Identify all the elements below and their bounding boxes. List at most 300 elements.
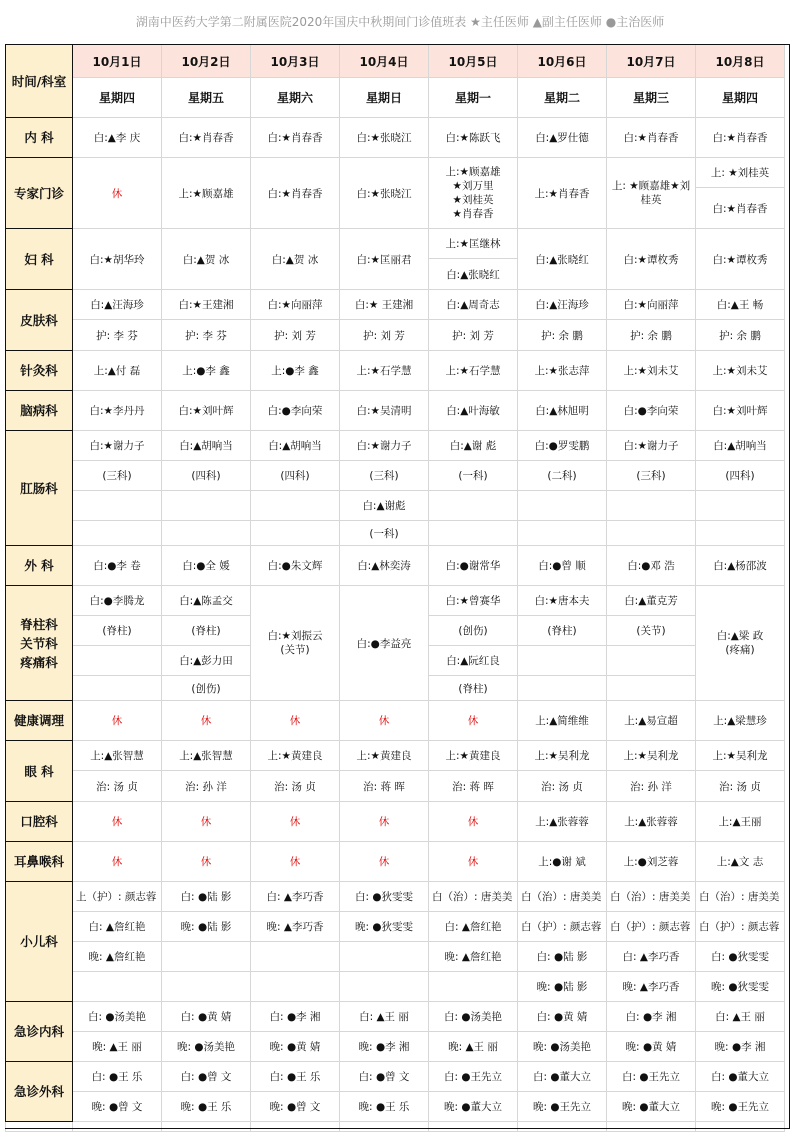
department-name-line: 针灸科: [20, 363, 58, 378]
duty-line: 休: [467, 816, 479, 828]
duty-line: 白: ●李 湘: [269, 1011, 321, 1023]
duty-line: 上:●谢 斌: [538, 856, 586, 868]
duty-cell: [696, 882, 785, 912]
department-name: [6, 229, 73, 290]
duty-line: 休: [289, 715, 301, 727]
duty-line: 白:★刘叶辉: [712, 405, 768, 417]
duty-line: 白:★王建湘: [178, 299, 234, 311]
duty-line: 护: 李 芬: [96, 329, 138, 342]
duty-cell: [696, 1062, 785, 1092]
duty-cell: [162, 741, 251, 771]
duty-cell: [696, 290, 785, 320]
duty-cell: [340, 229, 429, 290]
duty-cell: [518, 1062, 607, 1092]
duty-cell: [340, 118, 429, 158]
duty-cell: [251, 842, 340, 882]
empty-cell: [696, 1122, 785, 1132]
department-name: [6, 802, 73, 842]
duty-cell: [73, 391, 162, 431]
duty-line: 上:▲张智慧: [179, 750, 233, 762]
duty-cell: [340, 701, 429, 741]
duty-cell: [518, 546, 607, 586]
duty-cell: [518, 1092, 607, 1122]
duty-cell: [696, 431, 785, 461]
duty-cell: [607, 521, 696, 546]
duty-cell: [518, 320, 607, 351]
duty-cell: [73, 118, 162, 158]
duty-cell: [429, 431, 518, 461]
duty-cell: [162, 942, 251, 972]
duty-cell: [518, 491, 607, 521]
duty-line: 上:▲易宣超: [624, 715, 678, 727]
duty-line: (脊柱): [191, 625, 221, 637]
duty-line: 白: ●王先立: [443, 1071, 503, 1083]
duty-cell: [162, 391, 251, 431]
duty-cell: [340, 912, 429, 942]
duty-line: 上:▲文 志: [716, 856, 764, 868]
date-header: 10月4日: [340, 45, 429, 78]
duty-cell: [73, 972, 162, 1002]
duty-cell: [696, 701, 785, 741]
duty-line: 白:▲张晓红: [535, 253, 589, 266]
duty-cell: [251, 391, 340, 431]
duty-cell: [696, 188, 785, 229]
empty-cell: [429, 1122, 518, 1132]
duty-cell: [429, 491, 518, 521]
duty-line: 晚: ●王先立: [532, 1101, 592, 1113]
duty-line: 白:★谢力子: [89, 440, 145, 452]
duty-line: 休: [378, 816, 390, 828]
duty-line: 晚: ●汤美艳: [176, 1041, 236, 1053]
duty-cell: [696, 461, 785, 491]
duty-line: 上:★石学慧: [445, 365, 501, 377]
weekday-header: 星期日: [340, 78, 429, 118]
department-name-line: 外 科: [24, 558, 54, 573]
duty-cell: [607, 676, 696, 701]
duty-line: 休: [111, 187, 123, 200]
duty-line: 白:▲王 畅: [716, 299, 764, 311]
duty-cell: [340, 942, 429, 972]
department-name: [6, 1002, 73, 1062]
duty-line: ★刘万里: [452, 180, 494, 192]
duty-line: 上:●李 鑫: [182, 365, 230, 377]
duty-line: 白:▲梁 政: [716, 630, 764, 642]
department-name-line: 疼痛科: [20, 654, 58, 670]
duty-line: 白:★肖春香: [178, 132, 234, 144]
duty-cell: [518, 802, 607, 842]
duty-line: 白:▲周奇志: [446, 299, 500, 311]
duty-cell: [340, 842, 429, 882]
duty-line: 白: ●董大立: [710, 1071, 770, 1083]
department-name: [6, 546, 73, 586]
duty-cell: [73, 351, 162, 391]
duty-cell: [73, 229, 162, 290]
duty-cell: [162, 1062, 251, 1092]
duty-cell: [607, 972, 696, 1002]
duty-line: 白: ●汤美艳: [443, 1011, 503, 1023]
duty-cell: [73, 741, 162, 771]
duty-cell: [162, 1002, 251, 1032]
duty-cell: [696, 842, 785, 882]
duty-line: 白:★肖春香: [712, 132, 768, 144]
duty-cell: [429, 118, 518, 158]
duty-line: (二科): [547, 470, 577, 482]
duty-line: 白（护）: 颜志蓉: [521, 921, 602, 933]
duty-cell: [340, 391, 429, 431]
duty-cell: [607, 158, 696, 229]
duty-line: 白:▲胡响当: [713, 440, 767, 452]
duty-cell: [340, 320, 429, 351]
duty-cell: [340, 351, 429, 391]
weekday-header: 星期五: [162, 78, 251, 118]
duty-cell: [162, 1032, 251, 1062]
duty-cell: [340, 771, 429, 802]
duty-line: 晚: ●陆 影: [536, 981, 588, 993]
duty-cell: [696, 118, 785, 158]
duty-cell: [251, 1032, 340, 1062]
duty-line: 休: [378, 856, 390, 868]
duty-cell: [73, 586, 162, 616]
duty-cell: [251, 1002, 340, 1032]
duty-line: (三科): [102, 470, 132, 482]
department-name: [6, 351, 73, 391]
duty-line: 晚: ●王 乐: [180, 1101, 232, 1113]
duty-line: (四科): [191, 470, 221, 482]
duty-line: 休: [289, 816, 301, 828]
duty-cell: [73, 842, 162, 882]
duty-cell: [429, 1062, 518, 1092]
duty-cell: [73, 1002, 162, 1032]
duty-line: 白: ●黄 婧: [536, 1011, 588, 1023]
duty-line: 上:★石学慧: [356, 365, 412, 377]
duty-line: 晚: ●狄雯雯: [710, 981, 770, 993]
department-name: [6, 1062, 73, 1122]
duty-line: 护: 刘 芳: [452, 329, 494, 342]
department-name-line: 耳鼻喉科: [13, 854, 64, 869]
duty-line: (一科): [458, 470, 488, 482]
duty-line: 治: 蒋 晖: [363, 780, 405, 793]
corner-label: 时间/科室: [6, 45, 73, 118]
duty-cell: [340, 491, 429, 521]
duty-cell: [251, 461, 340, 491]
duty-line: 白:★向丽萍: [623, 299, 679, 311]
department-name-line: 妇 科: [24, 251, 54, 267]
empty-cell: [251, 1122, 340, 1132]
duty-cell: [518, 676, 607, 701]
department-name: [6, 882, 73, 1002]
duty-line: (创伤): [191, 682, 221, 695]
duty-cell: [607, 771, 696, 802]
duty-cell: [696, 320, 785, 351]
duty-line: 白:●全 媛: [182, 560, 230, 572]
duty-cell: [429, 771, 518, 802]
duty-line: 晚: ●董大立: [443, 1101, 503, 1113]
duty-cell: [251, 771, 340, 802]
duty-cell: [251, 290, 340, 320]
duty-line: 白:▲胡响当: [179, 440, 233, 452]
duty-line: 上:▲付 磊: [93, 365, 141, 377]
duty-line: 休: [111, 715, 123, 727]
department-name-line: 皮肤科: [20, 312, 58, 328]
duty-cell: [607, 290, 696, 320]
page-title: 湖南中医药大学第二附属医院2020年国庆中秋期间门诊值班表 ★主任医师 ▲副主任医师 ●主治医师: [135, 15, 665, 29]
duty-line: 白:▲阮红良: [446, 655, 500, 667]
weekday-header: 星期三: [607, 78, 696, 118]
duty-cell: [251, 741, 340, 771]
duty-cell: [340, 461, 429, 491]
duty-cell: [518, 431, 607, 461]
duty-cell: [696, 771, 785, 802]
duty-line: 白:●李向荣: [267, 405, 323, 417]
duty-cell: [73, 616, 162, 646]
duty-cell: [518, 771, 607, 802]
duty-cell: [607, 546, 696, 586]
duty-cell: [162, 771, 251, 802]
duty-line: 上（护）: 颜志蓉: [76, 891, 157, 903]
duty-line: 白（治）: 唐美美: [610, 891, 691, 903]
duty-line: 白: ●汤美艳: [87, 1011, 147, 1023]
duty-cell: [429, 1002, 518, 1032]
duty-cell: [696, 391, 785, 431]
empty-cell: [162, 1122, 251, 1132]
duty-line: 晚: ●狄雯雯: [354, 921, 414, 933]
date-header: 10月2日: [162, 45, 251, 78]
duty-cell: [340, 802, 429, 842]
duty-cell: [696, 586, 785, 701]
duty-cell: [696, 158, 785, 188]
duty-line: 治: 孙 洋: [630, 780, 672, 793]
department-name: [6, 290, 73, 351]
duty-line: 白:★张晓江: [356, 187, 412, 200]
duty-line: 晚: ●曾 文: [91, 1101, 143, 1113]
department-name-line: 急诊内科: [13, 1024, 64, 1039]
duty-line: 白:▲林奕涛: [357, 560, 411, 572]
duty-cell: [607, 842, 696, 882]
duty-cell: [251, 942, 340, 972]
duty-line: 护: 余 鹏: [630, 329, 672, 342]
duty-cell: [162, 882, 251, 912]
duty-cell: [429, 616, 518, 646]
duty-line: 白:●李向荣: [623, 405, 679, 417]
duty-line: 白:▲陈孟交: [179, 595, 233, 607]
duty-cell: [340, 158, 429, 229]
duty-line: 上:★顾嘉雄: [445, 166, 501, 178]
duty-cell: [607, 351, 696, 391]
duty-cell: [251, 229, 340, 290]
duty-line: 白:★肖春香: [267, 187, 323, 200]
duty-line: 白:▲杨邵波: [713, 560, 767, 572]
duty-line: 白:●谢常华: [445, 560, 501, 572]
department-name: [6, 431, 73, 546]
duty-line: (疼痛): [725, 644, 755, 656]
duty-line: 休: [378, 715, 390, 727]
duty-line: 白:●李益亮: [356, 637, 412, 650]
department-name: [6, 118, 73, 158]
duty-line: 白:★陈跃飞: [445, 132, 501, 144]
duty-line: 白:▲林旭明: [535, 405, 589, 417]
duty-line: 白:★肖春香: [267, 132, 323, 144]
duty-line: 白（治）: 唐美美: [521, 891, 602, 903]
duty-line: 白: ▲王 丽: [715, 1011, 765, 1023]
duty-line: 晚: ▲詹红艳: [88, 951, 146, 963]
duty-line: 白: ●王 乐: [91, 1071, 143, 1083]
duty-line: 白:★刘振云: [267, 630, 323, 642]
department-name: [6, 158, 73, 229]
duty-cell: [518, 391, 607, 431]
duty-line: 白:★张晓江: [356, 132, 412, 144]
duty-line: 白:▲谢彪: [362, 500, 406, 512]
duty-cell: [696, 229, 785, 290]
duty-cell: [607, 586, 696, 616]
duty-cell: [607, 229, 696, 290]
duty-line: 白: ▲詹红艳: [444, 921, 502, 933]
date-header: 10月5日: [429, 45, 518, 78]
duty-cell: [429, 1032, 518, 1062]
duty-cell: [162, 1092, 251, 1122]
duty-line: 白: ●曾 文: [358, 1071, 410, 1083]
duty-cell: [251, 1092, 340, 1122]
duty-line: 白:▲罗仕德: [535, 132, 589, 144]
duty-line: 晚: ●李 湘: [714, 1041, 766, 1053]
duty-line: 休: [289, 856, 301, 868]
duty-cell: [607, 701, 696, 741]
duty-line: 白（治）: 唐美美: [432, 891, 513, 903]
duty-line: 白: ●陆 影: [536, 951, 588, 963]
duty-cell: [340, 1092, 429, 1122]
date-header: 10月3日: [251, 45, 340, 78]
duty-cell: [429, 942, 518, 972]
duty-cell: [73, 701, 162, 741]
duty-line: 上:★吴利龙: [623, 750, 679, 762]
duty-cell: [251, 546, 340, 586]
duty-line: 休: [467, 715, 479, 727]
duty-cell: [162, 118, 251, 158]
duty-cell: [429, 676, 518, 701]
empty-cell: [340, 1122, 429, 1132]
duty-cell: [73, 1092, 162, 1122]
department-name-line: 内 科: [24, 130, 54, 145]
duty-cell: [251, 491, 340, 521]
duty-line: 上:★黄建良: [445, 750, 501, 762]
duty-cell: [251, 118, 340, 158]
duty-line: 上:★黄建良: [356, 750, 412, 762]
department-name: [6, 741, 73, 802]
duty-line: 护: 刘 芳: [274, 329, 316, 342]
duty-cell: [429, 259, 518, 290]
duty-cell: [518, 521, 607, 546]
duty-cell: [518, 942, 607, 972]
duty-line: 白:★肖春香: [623, 132, 679, 144]
duty-cell: [73, 431, 162, 461]
duty-cell: [162, 842, 251, 882]
duty-line: 白: ●陆 影: [180, 891, 232, 903]
duty-cell: [429, 646, 518, 676]
duty-cell: [429, 972, 518, 1002]
duty-cell: [518, 912, 607, 942]
duty-cell: [340, 546, 429, 586]
duty-cell: [251, 431, 340, 461]
duty-cell: [518, 1002, 607, 1032]
duty-cell: [162, 431, 251, 461]
duty-line: 白:▲汪海珍: [535, 299, 589, 311]
duty-cell: [518, 229, 607, 290]
duty-cell: [607, 802, 696, 842]
department-name-line: 口腔科: [20, 814, 58, 829]
duty-cell: [696, 351, 785, 391]
duty-cell: [73, 290, 162, 320]
duty-cell: [518, 586, 607, 616]
duty-cell: [251, 701, 340, 741]
duty-cell: [518, 972, 607, 1002]
duty-line: 白:▲李 庆: [93, 132, 141, 144]
duty-line: 白: ●黄 婧: [180, 1011, 232, 1023]
duty-cell: [696, 741, 785, 771]
duty-line: 上: ★顾嘉雄★刘: [611, 180, 691, 192]
duty-cell: [607, 616, 696, 646]
duty-line: 白:★谭枚秀: [712, 253, 768, 266]
duty-line: (脊柱): [547, 625, 577, 637]
duty-line: 上:★匡继林: [445, 238, 501, 250]
duty-cell: [251, 1062, 340, 1092]
duty-line: (关节): [636, 625, 666, 637]
duty-line: 白:★唐本夫: [534, 595, 590, 607]
duty-cell: [251, 802, 340, 842]
duty-cell: [518, 842, 607, 882]
department-name-line: 急诊外科: [13, 1084, 64, 1099]
department-name-line: 眼 科: [24, 763, 54, 779]
department-name-line: 肛肠科: [20, 480, 58, 496]
duty-line: 白:★匡丽君: [356, 253, 412, 266]
duty-line: 治: 汤 贞: [541, 780, 583, 793]
duty-line: 上:●李 鑫: [271, 365, 319, 377]
duty-line: 休: [111, 816, 123, 828]
duty-line: 桂英: [640, 194, 662, 206]
duty-line: 治: 汤 贞: [274, 780, 316, 793]
duty-line: 治: 汤 贞: [719, 780, 761, 793]
duty-cell: [429, 391, 518, 431]
duty-line: 上:▲简维维: [535, 715, 589, 727]
duty-cell: [73, 158, 162, 229]
duty-cell: [429, 351, 518, 391]
duty-cell: [607, 882, 696, 912]
duty-line: 白:●李 卷: [93, 560, 141, 572]
duty-line: 上:★刘未艾: [712, 365, 768, 377]
duty-line: 白:●邓 浩: [627, 560, 675, 572]
duty-line: 晚: ●李 湘: [358, 1041, 410, 1053]
duty-cell: [340, 290, 429, 320]
duty-cell: [429, 290, 518, 320]
weekday-header: 星期二: [518, 78, 607, 118]
duty-cell: [73, 461, 162, 491]
department-name: [6, 391, 73, 431]
duty-cell: [162, 521, 251, 546]
duty-cell: [607, 1032, 696, 1062]
duty-cell: [607, 741, 696, 771]
duty-line: 白: ●狄雯雯: [354, 891, 414, 903]
department-name-line: 脊柱科: [20, 616, 58, 632]
duty-cell: [162, 320, 251, 351]
duty-cell: [73, 646, 162, 676]
duty-line: 白:▲叶海敏: [446, 405, 500, 417]
duty-line: 上: ★刘桂英: [710, 167, 770, 179]
duty-cell: [607, 431, 696, 461]
date-header: 10月8日: [696, 45, 785, 78]
duty-line: 护: 余 鹏: [719, 329, 761, 342]
weekday-header: 星期六: [251, 78, 340, 118]
duty-line: 白（护）: 颜志蓉: [699, 921, 780, 933]
duty-cell: [251, 882, 340, 912]
duty-line: 白: ●李 湘: [625, 1011, 677, 1023]
